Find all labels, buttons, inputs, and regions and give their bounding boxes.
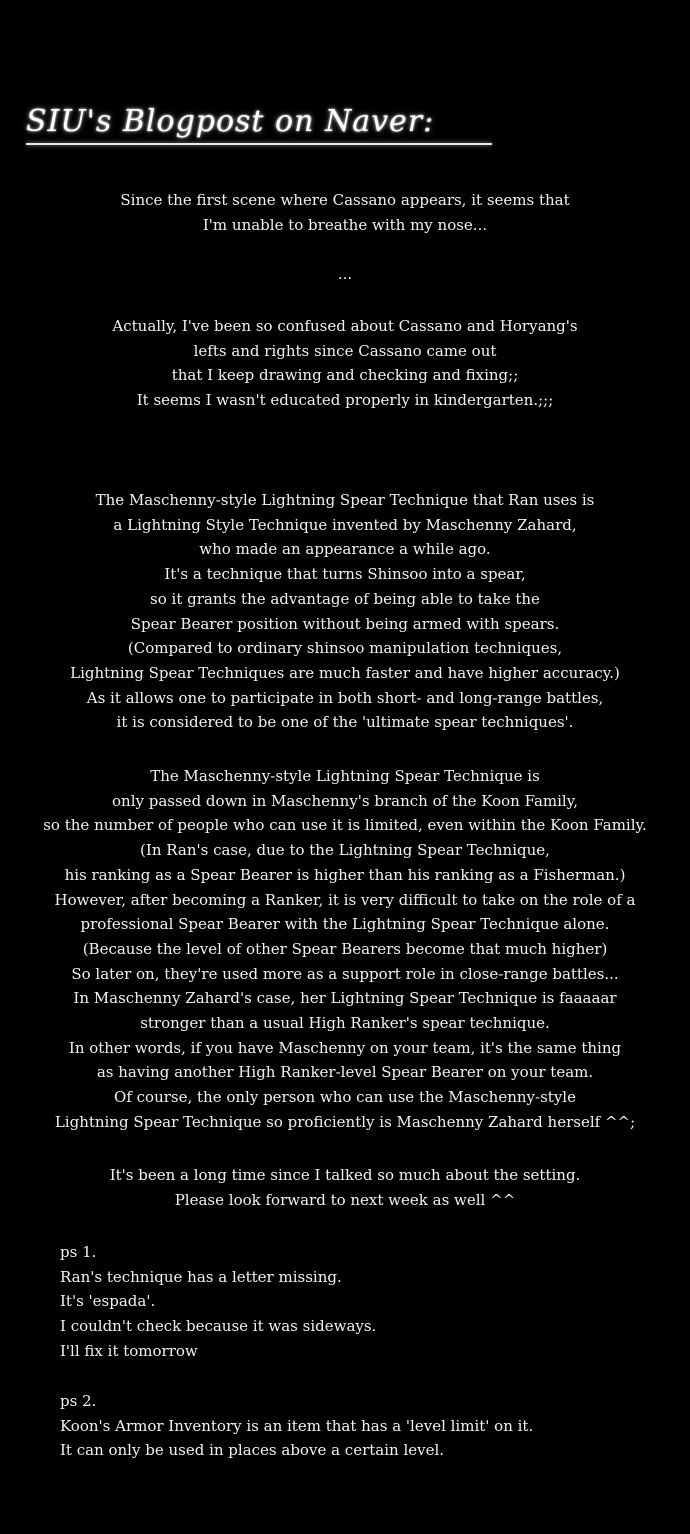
text-line: it is considered to be one of the 'ultimate spear techniques'. — [116, 713, 574, 732]
title-underline — [26, 143, 492, 145]
postscript-2 — [60, 1389, 680, 1463]
postscript-1 — [60, 1240, 680, 1364]
text-line: Ran's technique has a letter missing. — [60, 1267, 342, 1286]
text-line: Lightning Spear Technique so proficiently is Maschenny Zahard herself ^^; — [54, 1112, 636, 1131]
text-line: I'm unable to breathe with my nose... — [202, 215, 488, 234]
paragraph-koon-family — [0, 764, 690, 1135]
text-line: However, after becoming a Ranker, it is very difficult to take on the role of a — [54, 890, 636, 909]
ps-heading: ps 1. — [60, 1243, 97, 1261]
text-line: Since the first scene where Cassano appears, it seems that — [120, 191, 570, 209]
paragraph-closing — [0, 1163, 690, 1212]
text-line: The Maschenny-style Lightning Spear Technique that Ran uses is — [95, 491, 595, 509]
text-line: As it allows one to participate in both short- and long-range battles, — [86, 688, 604, 707]
text-line: The Maschenny-style Lightning Spear Technique is — [150, 767, 540, 785]
text-line: Spear Bearer position without being armed with spears. — [130, 614, 560, 633]
text-line: I'll fix it tomorrow — [60, 1341, 198, 1360]
text-line: In Maschenny Zahard's case, her Lightning Spear Technique is faaaaar — [73, 989, 617, 1008]
text-line: (Because the level of other Spear Bearers become that much higher) — [82, 939, 608, 958]
ps-heading: ps 2. — [60, 1392, 97, 1410]
text-line: (Compared to ordinary shinsoo manipulation techniques, — [127, 639, 563, 658]
title-block — [26, 104, 496, 145]
text-line: only passed down in Maschenny's branch of the Koon Family, — [112, 791, 578, 810]
text-line: It's 'espada'. — [60, 1292, 156, 1311]
paragraph-technique — [0, 488, 690, 735]
text-line: In other words, if you have Maschenny on your team, it's the same thing — [68, 1038, 622, 1057]
text-line: who made an appearance a while ago. — [199, 540, 491, 559]
text-line: It can only be used in places above a certain level. — [60, 1441, 445, 1460]
page-title: SIU's Blogpost on Naver: — [26, 104, 435, 139]
text-line: lefts and rights since Cassano came out — [193, 341, 497, 360]
text-line: It's a technique that turns Shinsoo into a spear, — [164, 565, 526, 584]
text-line: his ranking as a Spear Bearer is higher than his ranking as a Fisherman.) — [64, 865, 626, 884]
text-line: stronger than a usual High Ranker's spear technique. — [140, 1014, 550, 1033]
text-line: Koon's Armor Inventory is an item that has a 'level limit' on it. — [60, 1416, 534, 1435]
text-line: So later on, they're used more as a support role in close-range battles... — [71, 964, 619, 983]
text-line: Of course, the only person who can use the Maschenny-style — [114, 1088, 576, 1107]
paragraph-intro — [0, 188, 690, 237]
text-line: I couldn't check because it was sideways. — [60, 1317, 377, 1336]
text-line: Lightning Spear Techniques are much faster and have higher accuracy.) — [70, 663, 620, 682]
text-line: It seems I wasn't educated properly in kindergarten.;;; — [136, 391, 554, 410]
text-line: Actually, I've been so confused about Cassano and Horyang's — [112, 317, 578, 335]
paragraph-confusion — [0, 314, 690, 413]
text-line: (In Ran's case, due to the Lightning Spear Technique, — [140, 841, 550, 860]
text-line: so the number of people who can use it is limited, even within the Koon Family. — [43, 816, 647, 835]
text-line: professional Spear Bearer with the Lightning Spear Technique alone. — [80, 915, 610, 934]
text-line: It's been a long time since I talked so much about the setting. — [109, 1166, 581, 1184]
text-line: a Lightning Style Technique invented by Maschenny Zahard, — [113, 515, 577, 534]
text-line: Please look forward to next week as well ^^ — [174, 1190, 516, 1209]
text-line: so it grants the advantage of being able to take the — [150, 589, 540, 608]
text-line: as having another High Ranker-level Spear Bearer on your team. — [96, 1063, 594, 1082]
text-line: ... — [337, 265, 353, 283]
paragraph-ellipsis — [0, 262, 690, 287]
text-line: that I keep drawing and checking and fixing;; — [171, 366, 519, 385]
